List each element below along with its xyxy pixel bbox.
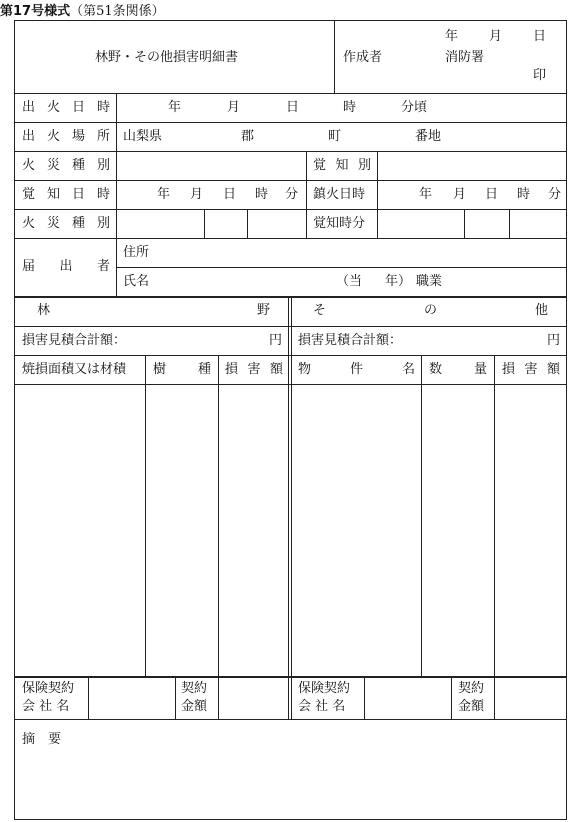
form-header <box>0 0 165 19</box>
reporter-name-label: 氏名 <box>123 274 150 289</box>
rule <box>306 151 307 238</box>
forest-contract-label: 契約 金額 <box>181 681 208 714</box>
disaster-type-label: 火 災 種 別 <box>22 158 110 173</box>
outbreak-year-unit: 年 <box>168 100 182 115</box>
rule <box>377 151 378 238</box>
rule <box>364 676 365 719</box>
rule <box>15 238 566 239</box>
rule <box>204 209 205 238</box>
outbreak-datetime-label: 出 火 日 時 <box>22 100 110 115</box>
forest-insurer-label: 保険契約 会 社 名 <box>22 681 75 714</box>
reporter-age-open: （当 <box>336 274 363 289</box>
cho-unit: 町 <box>328 129 342 144</box>
reporter-occupation-label: 職業 <box>416 274 443 289</box>
document-title: 林野・その他損害明細書 <box>95 50 239 65</box>
rule <box>421 355 422 676</box>
other-contract-label: 契約 金額 <box>458 681 485 714</box>
form-number: 第17号様式 <box>0 4 71 19</box>
aware-day-unit: 日 <box>223 187 237 202</box>
extinguish-month-unit: 月 <box>453 187 467 202</box>
creator-label: 作成者 <box>343 50 383 65</box>
rule <box>464 209 465 238</box>
rule <box>116 93 117 296</box>
forest-col-damage: 損 害 額 <box>225 362 283 377</box>
other-total-label: 損害見積合計額： <box>298 333 403 348</box>
outbreak-hour-unit: 時 <box>343 100 357 115</box>
extinguish-datetime-label: 鎮火日時 <box>313 187 366 202</box>
form-frame <box>14 20 567 820</box>
rule <box>145 355 146 676</box>
reporter-age-close: 年） <box>385 274 412 289</box>
outbreak-month-unit: 月 <box>227 100 241 115</box>
forest-heading: 林 野 <box>37 303 270 318</box>
form-reference: （第51条関係） <box>70 4 165 19</box>
outbreak-minute-unit: 分頃 <box>401 100 428 115</box>
awareness-type-label: 覚 知 別 <box>313 158 371 173</box>
rule <box>494 676 495 719</box>
extinguish-hour-unit: 時 <box>517 187 531 202</box>
date-day-unit: 日 <box>533 29 547 44</box>
extinguish-minute-unit: 分 <box>548 187 562 202</box>
rule <box>451 676 452 719</box>
rule <box>15 180 566 181</box>
forest-yen-unit: 円 <box>269 333 283 348</box>
disaster-type-label-2: 火 災 種 別 <box>22 216 110 231</box>
date-month-unit: 月 <box>489 29 503 44</box>
prefecture-text: 山梨県 <box>123 129 163 144</box>
extinguish-year-unit: 年 <box>419 187 433 202</box>
other-col-qty: 数 量 <box>429 362 487 377</box>
outbreak-day-unit: 日 <box>286 100 300 115</box>
rule <box>288 296 289 719</box>
aware-minute-unit: 分 <box>285 187 299 202</box>
rule <box>15 209 566 210</box>
forest-total-label: 損害見積合計額： <box>22 333 127 348</box>
rule <box>15 122 566 123</box>
fire-station-label: 消防署 <box>445 50 485 65</box>
rule <box>15 93 566 94</box>
rule <box>334 21 335 93</box>
other-yen-unit: 円 <box>547 333 561 348</box>
other-col-item: 物 件 名 <box>298 362 415 377</box>
reporter-label: 届 出 者 <box>22 259 110 274</box>
aware-time-label: 覚知時分 <box>313 216 366 231</box>
extinguish-day-unit: 日 <box>485 187 499 202</box>
rule <box>15 151 566 152</box>
remarks-label: 摘 要 <box>22 732 62 747</box>
rule <box>494 355 495 676</box>
aware-month-unit: 月 <box>190 187 204 202</box>
rule <box>509 209 510 238</box>
rule <box>88 676 89 719</box>
forest-col-area: 焼損面積又は材積 <box>22 362 127 377</box>
seal-mark: 印 <box>533 68 547 83</box>
rule <box>15 719 566 720</box>
outbreak-place-label: 出 火 場 所 <box>22 129 110 144</box>
rule <box>175 676 176 719</box>
gun-unit: 郡 <box>241 129 255 144</box>
rule <box>247 209 248 238</box>
other-col-damage: 損 害 額 <box>502 362 560 377</box>
aware-year-unit: 年 <box>157 187 171 202</box>
banchi-unit: 番地 <box>415 129 442 144</box>
reporter-address-label: 住所 <box>123 245 150 260</box>
aware-hour-unit: 時 <box>255 187 269 202</box>
rule <box>218 676 219 719</box>
forest-col-species: 樹 種 <box>153 362 211 377</box>
other-insurer-label: 保険契約 会 社 名 <box>298 681 351 714</box>
rule <box>291 296 292 719</box>
other-heading: そ の 他 <box>313 303 548 318</box>
date-year-unit: 年 <box>445 29 459 44</box>
rule <box>218 355 219 676</box>
aware-datetime-label: 覚 知 日 時 <box>22 187 110 202</box>
rule <box>116 267 566 268</box>
